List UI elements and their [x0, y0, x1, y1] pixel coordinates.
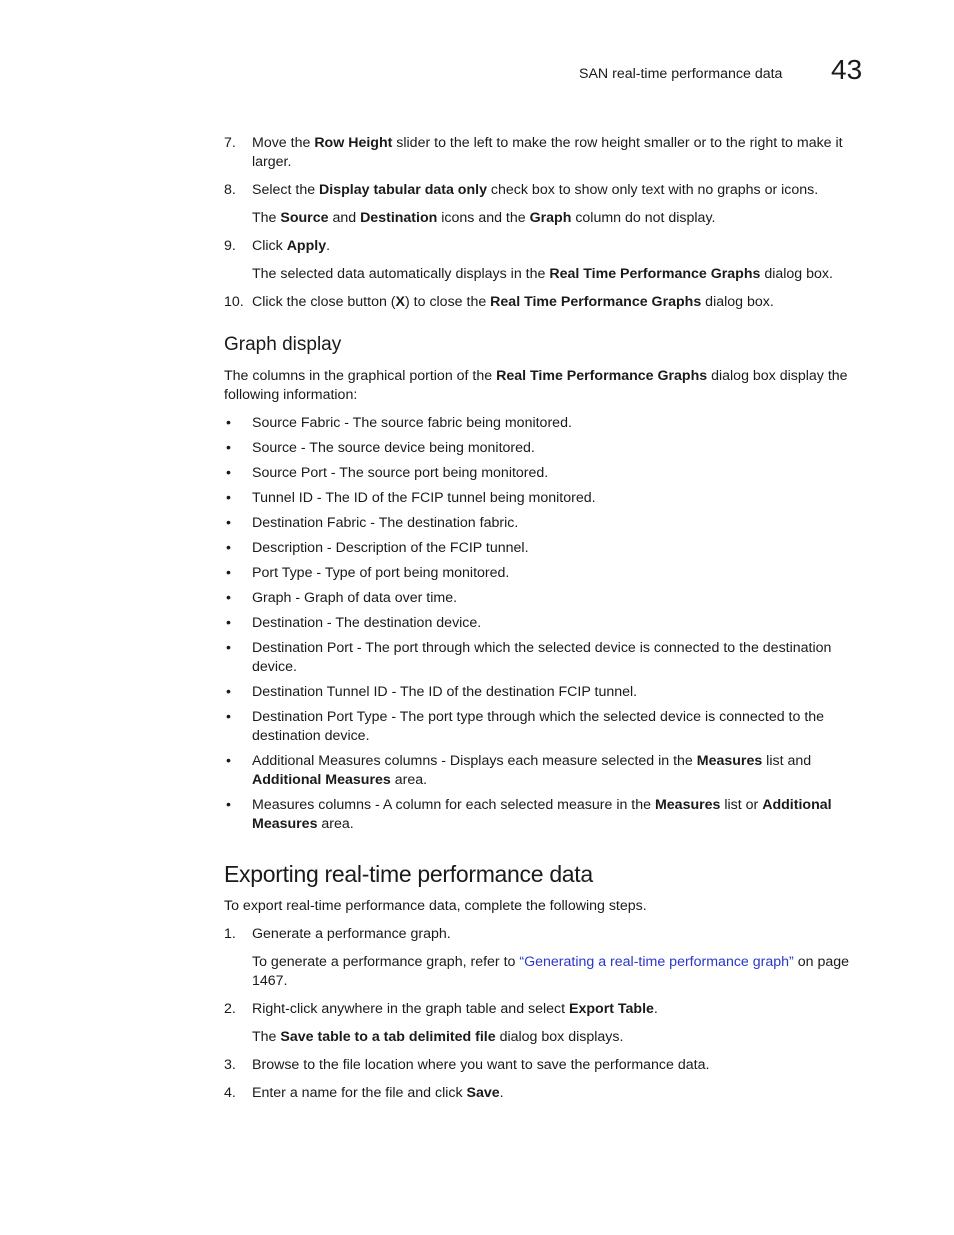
bullet-item: [224, 614, 872, 633]
text-run: dialog box.: [760, 266, 833, 282]
ui-term: Source: [280, 210, 329, 226]
bullet-item: [224, 589, 872, 608]
text-run: on page 1467.: [252, 954, 850, 989]
text-run: The: [252, 210, 281, 226]
step-item: [224, 1056, 872, 1075]
section-title: SAN real-time performance data: [579, 66, 783, 82]
text-run: .: [499, 1085, 504, 1101]
step-note: [224, 265, 872, 284]
text-run: Tunnel ID - The ID of the FCIP tunnel being monitored.: [252, 490, 596, 506]
ui-term: Apply: [286, 238, 327, 254]
step-number: 1.: [224, 926, 236, 942]
text-run: The columns in the graphical portion of the: [224, 368, 497, 384]
step-item: [224, 1000, 872, 1019]
text-run: Measures columns - A column for each selected measure in the: [252, 797, 655, 813]
bullet-item: [224, 796, 872, 834]
text-run: dialog box.: [701, 294, 774, 310]
ui-term: Additional Measures: [252, 797, 832, 832]
bullet-icon: •: [226, 684, 231, 700]
step-item: [224, 925, 872, 944]
bullet-icon: •: [226, 415, 231, 431]
text-run: Destination Port - The port through which the selected device is connected to the destination device.: [252, 640, 832, 675]
step-note: [224, 953, 872, 991]
ui-term: Save table to a tab delimited file: [280, 1029, 496, 1045]
text-run: .: [653, 1001, 658, 1017]
text-run: Destination - The destination device.: [252, 615, 482, 631]
step-number: 10.: [224, 294, 244, 310]
bullet-icon: •: [226, 440, 231, 456]
cross-reference-link[interactable]: “Generating a real-time performance graph”: [519, 954, 794, 970]
text-run: Destination Port Type - The port type through which the selected device is connected to the destination device.: [252, 709, 825, 744]
text-run: Enter a name for the file and click: [252, 1085, 467, 1101]
text-run: list and: [762, 753, 812, 769]
bullet-item: [224, 708, 872, 746]
step-number: 4.: [224, 1085, 236, 1101]
bullet-item: [224, 439, 872, 458]
text-run: Generate a performance graph.: [252, 926, 451, 942]
step-item: [224, 181, 872, 200]
bullet-item: [224, 752, 872, 790]
text-run: and: [328, 210, 361, 226]
text-run: column do not display.: [571, 210, 716, 226]
text-run: icons and the: [437, 210, 530, 226]
step-number: 9.: [224, 238, 236, 254]
text-run: Browse to the file location where you want to save the performance data.: [252, 1057, 710, 1073]
bullet-icon: •: [226, 540, 231, 556]
chapter-number: 43: [831, 54, 863, 85]
step-note: [224, 1028, 872, 1047]
text-run: list or: [720, 797, 763, 813]
step-number: 2.: [224, 1001, 236, 1017]
graph-display-heading: Graph display: [224, 334, 342, 355]
ui-term: Export Table: [569, 1001, 654, 1017]
text-run: Source - The source device being monitored.: [252, 440, 535, 456]
ui-term: Row Height: [314, 135, 393, 151]
bullet-icon: •: [226, 590, 231, 606]
ui-term: Real Time Performance Graphs: [490, 294, 702, 310]
text-run: slider to the left to make the row height smaller or to the right to make it larger.: [252, 135, 843, 170]
bullet-icon: •: [226, 490, 231, 506]
text-run: dialog box displays.: [495, 1029, 624, 1045]
text-run: Additional Measures columns - Displays each measure selected in the: [252, 753, 697, 769]
text-run: The: [252, 1029, 281, 1045]
exporting-heading: Exporting real-time performance data: [224, 861, 593, 887]
graph-display-intro: [224, 367, 872, 405]
ui-term: Graph: [529, 210, 572, 226]
step-number: 8.: [224, 182, 236, 198]
bullet-icon: •: [226, 565, 231, 581]
bullet-item: [224, 539, 872, 558]
text-run: ) to close the: [405, 294, 491, 310]
text-run: Port Type - Type of port being monitored.: [252, 565, 510, 581]
bullet-icon: •: [226, 709, 231, 725]
bullet-item: [224, 683, 872, 702]
text-run: Right-click anywhere in the graph table and select: [252, 1001, 570, 1017]
text-run: Click the close button (: [252, 294, 396, 310]
text-run: check box to show only text with no graphs or icons.: [486, 182, 819, 198]
ui-term: Save: [466, 1085, 500, 1101]
text-run: The selected data automatically displays in the: [252, 266, 550, 282]
bullet-icon: •: [226, 797, 231, 813]
ui-term: X: [395, 294, 405, 310]
page-content: [224, 134, 872, 1112]
bullet-item: [224, 514, 872, 533]
text-run: To generate a performance graph, refer to: [252, 954, 520, 970]
text-run: Destination Tunnel ID - The ID of the destination FCIP tunnel.: [252, 684, 638, 700]
ui-term: Measures: [696, 753, 763, 769]
step-number: 7.: [224, 135, 236, 151]
bullet-item: [224, 464, 872, 483]
step-item: [224, 237, 872, 256]
bullet-item: [224, 414, 872, 433]
bullet-icon: •: [226, 753, 231, 769]
text-run: Click: [252, 238, 287, 254]
text-run: .: [326, 238, 331, 254]
text-run: Source Port - The source port being monitored.: [252, 465, 549, 481]
text-run: Select the: [252, 182, 320, 198]
step-item: [224, 293, 872, 312]
graph-display-bullet-list: [224, 414, 872, 834]
text-run: area.: [317, 816, 354, 832]
text-run: Destination Fabric - The destination fabric.: [252, 515, 519, 531]
bullet-item: [224, 564, 872, 583]
step-note: [224, 209, 872, 228]
text-run: dialog box display the following information:: [224, 368, 848, 403]
bullet-item: [224, 639, 872, 677]
bullet-item: [224, 489, 872, 508]
text-run: area.: [390, 772, 428, 788]
exporting-steps-list: [224, 925, 872, 1103]
ui-term: Additional Measures: [252, 772, 391, 788]
ui-term: Real Time Performance Graphs: [496, 368, 708, 384]
text-run: Source Fabric - The source fabric being monitored.: [252, 415, 572, 431]
step-number: 3.: [224, 1057, 236, 1073]
ui-term: Real Time Performance Graphs: [549, 266, 761, 282]
exporting-intro: To export real-time performance data, complete the following steps.: [224, 898, 647, 914]
bullet-icon: •: [226, 515, 231, 531]
step-item: [224, 1084, 872, 1103]
ui-term: Destination: [360, 210, 438, 226]
step-item: [224, 134, 872, 172]
ui-term: Display tabular data only: [319, 182, 487, 198]
steps-list-top: [224, 134, 872, 312]
ui-term: Measures: [654, 797, 721, 813]
text-run: Move the: [252, 135, 315, 151]
text-run: Description - Description of the FCIP tunnel.: [252, 540, 529, 556]
bullet-icon: •: [226, 465, 231, 481]
bullet-icon: •: [226, 615, 231, 631]
bullet-icon: •: [226, 640, 231, 656]
text-run: Graph - Graph of data over time.: [252, 590, 458, 606]
